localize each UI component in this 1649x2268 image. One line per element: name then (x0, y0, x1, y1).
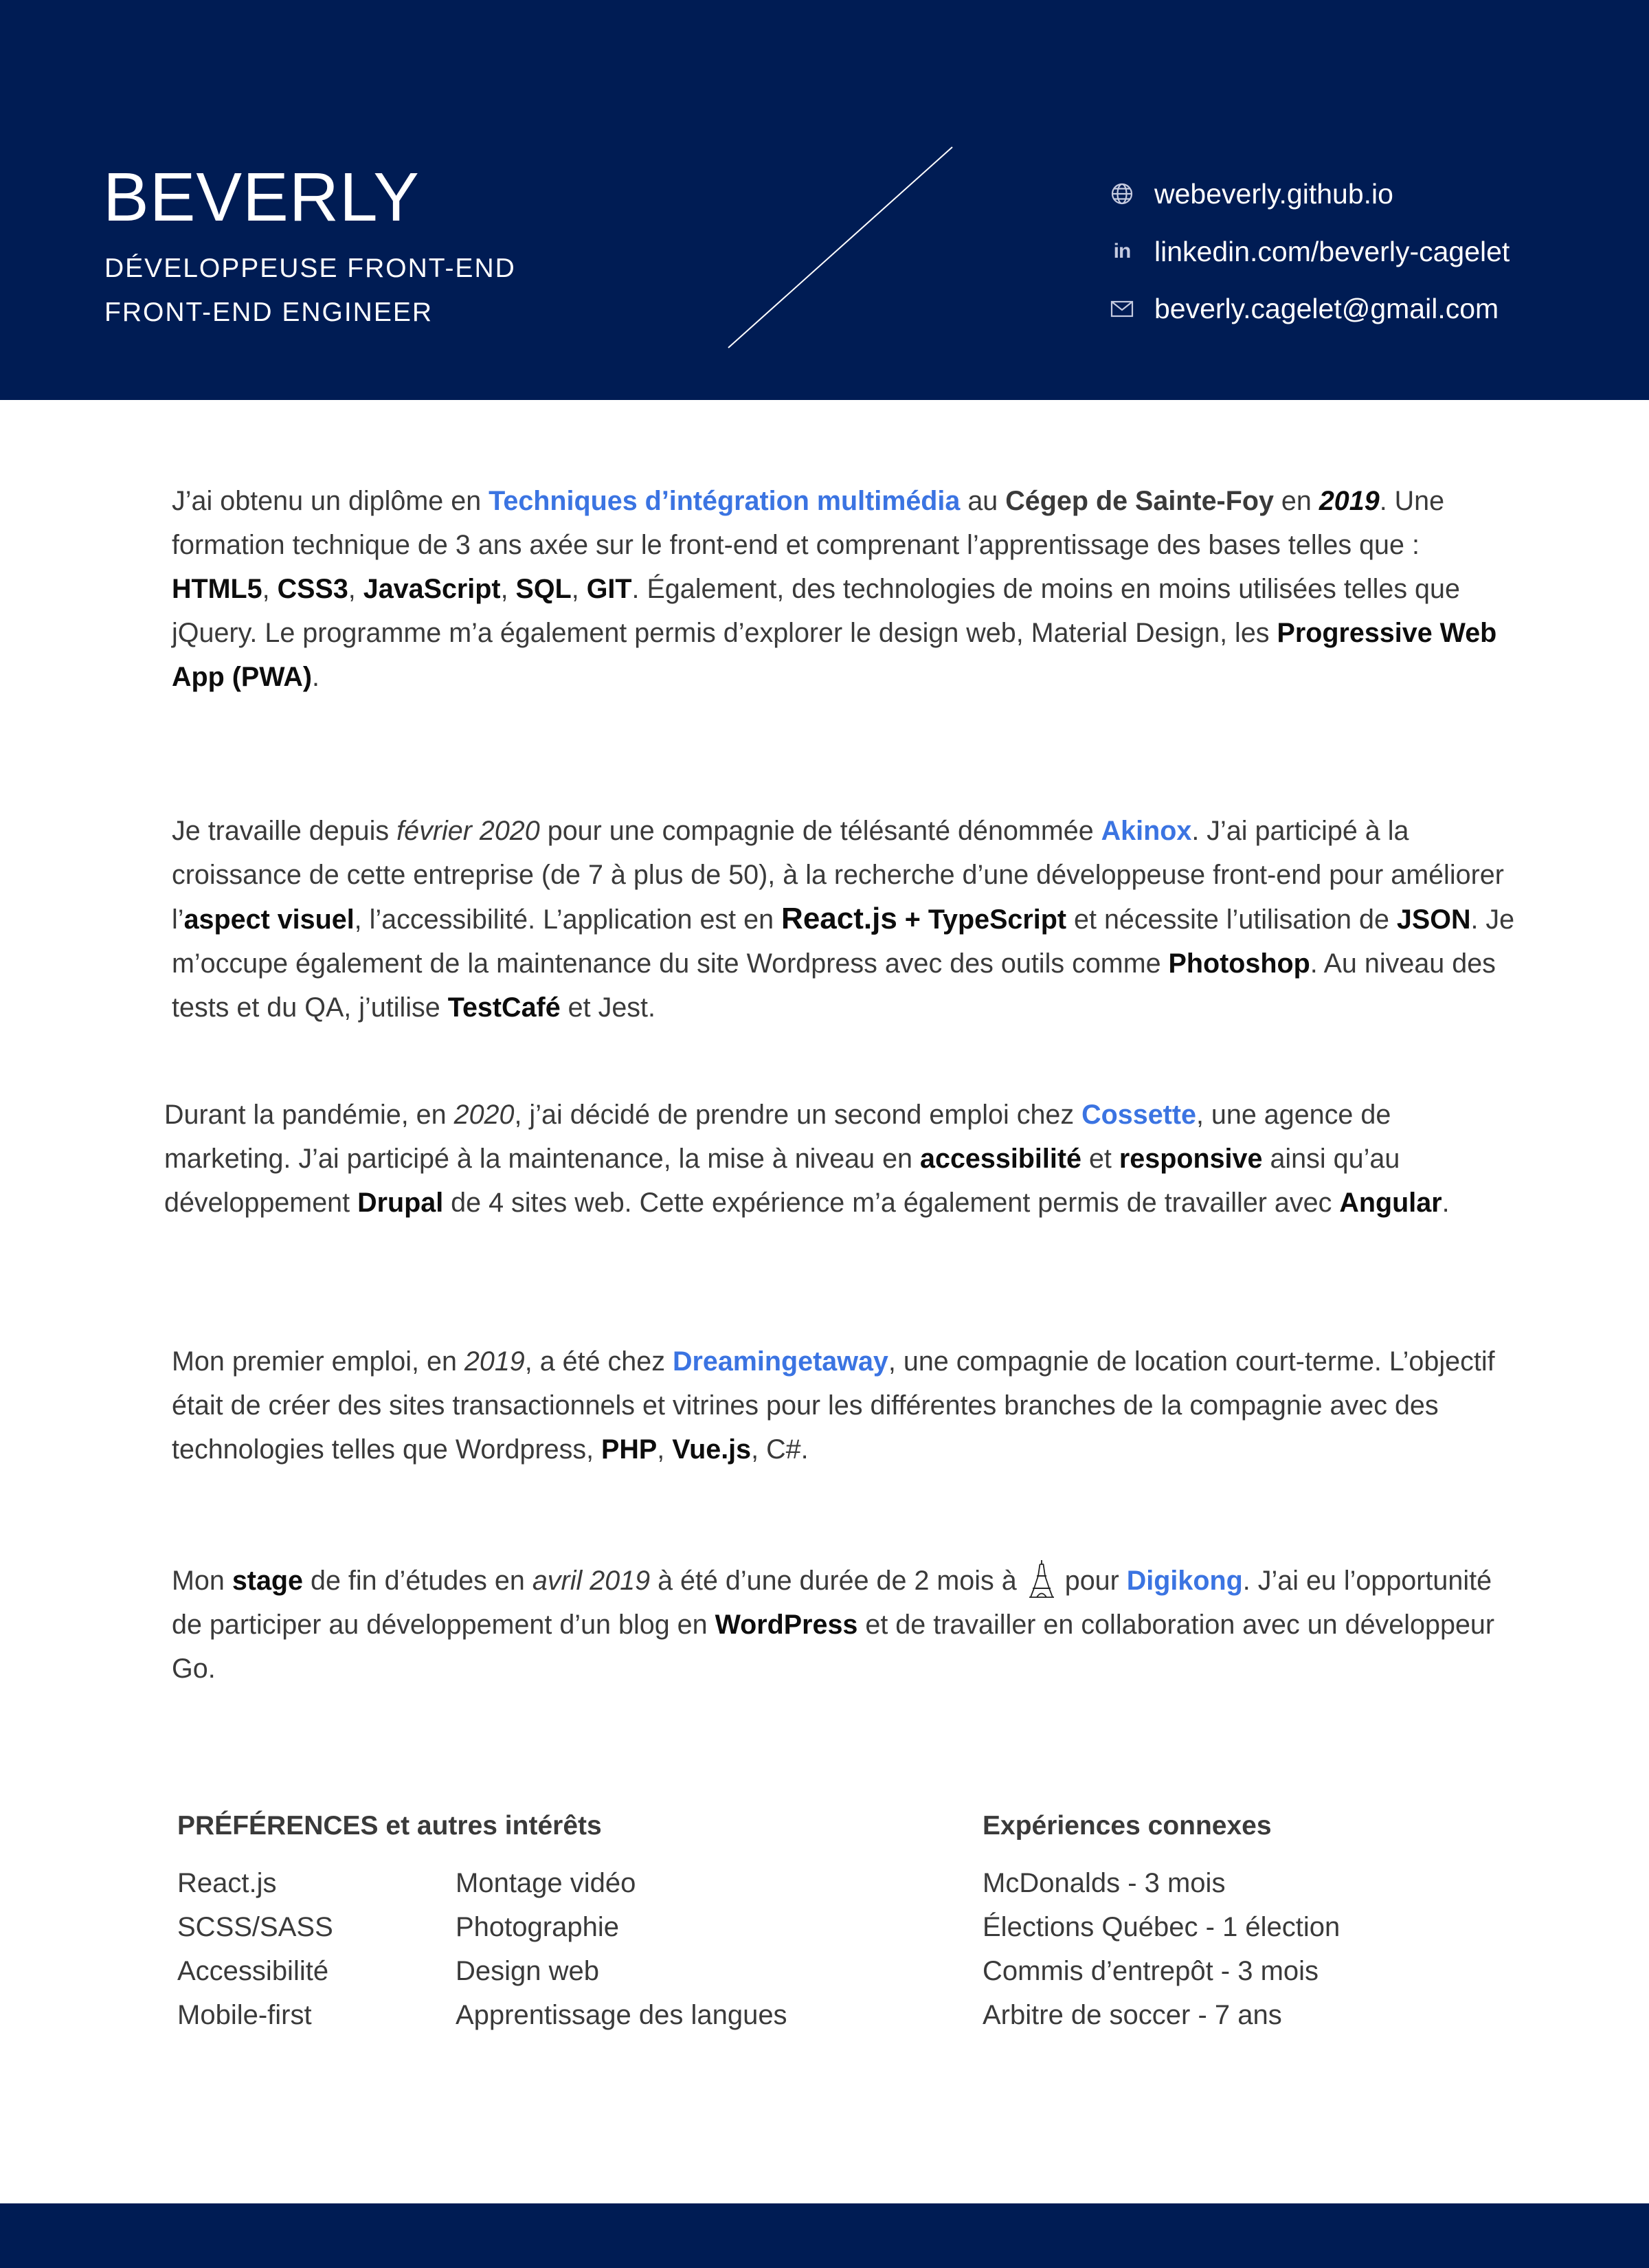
education-paragraph (172, 479, 1518, 699)
text: Durant la pandémie, en (164, 1100, 454, 1130)
text: . (312, 662, 320, 692)
text: , une compagnie de location court-terme. L’objectif était de créer des sites transactionnels et vitrines pour les différentes branches de la compagnie avec des technologies telles que Wordpress, (172, 1346, 1495, 1465)
preferences-heading-strong: PRÉFÉRENCES (177, 1811, 379, 1841)
text: , (657, 1434, 673, 1465)
list-item: Montage vidéo (456, 1868, 636, 1898)
text: . J’ai participé à la croissance de cette entreprise (de 7 à plus de 50), à la recherche d’une développeuse front-end pour améliorer l’ (172, 816, 1504, 935)
skill-sql: SQL (515, 574, 572, 604)
skill-drupal: Drupal (357, 1188, 444, 1218)
preferences-list-2 (456, 1861, 787, 2037)
email-link[interactable]: beverly.cagelet@gmail.com (1154, 292, 1499, 324)
text: pour (1064, 1566, 1127, 1596)
job-title-fr: DÉVELOPPEUSE FRONT-END (104, 254, 516, 283)
keyword-visual: aspect visuel (183, 904, 355, 935)
text: Je travaille depuis (172, 816, 397, 846)
text: pour une compagnie de télésanté dénommée (539, 816, 1101, 846)
text: , (500, 574, 516, 604)
text: . J’ai eu l’opportunité de participer au développement d’un blog en (172, 1566, 1492, 1640)
related-experience-heading: Expériences connexes (983, 1811, 1272, 1841)
list-item: Arbitre de soccer - 7 ans (983, 2000, 1282, 2030)
text: , j’ai décidé de prendre un second emploi chez (514, 1100, 1082, 1130)
text: au (960, 486, 1006, 516)
text: à été d’une durée de 2 mois à (650, 1566, 1017, 1596)
decorative-diagonal-line (727, 146, 954, 349)
cossette-paragraph (164, 1093, 1511, 1225)
website-link[interactable]: webeverly.github.io (1154, 177, 1393, 210)
text: . (1442, 1188, 1450, 1218)
skill-css3: CSS3 (277, 574, 348, 604)
linkedin-link[interactable]: linkedin.com/beverly-cagelet (1154, 235, 1510, 267)
text: Mon premier emploi, en (172, 1346, 464, 1377)
list-item: Élections Québec - 1 élection (983, 1912, 1340, 1942)
digikong-paragraph (172, 1559, 1518, 1691)
keyword-stage: stage (232, 1566, 304, 1596)
skill-json: JSON (1396, 904, 1471, 935)
list-item: McDonalds - 3 mois (983, 1868, 1226, 1898)
text: de 4 sites web. Cette expérience m’a également permis de travailler avec (443, 1188, 1340, 1218)
list-item: SCSS/SASS (177, 1912, 333, 1942)
list-item: Accessibilité (177, 1956, 329, 1986)
text: , C#. (751, 1434, 809, 1465)
skill-pwa: Progressive Web App (PWA) (172, 618, 1497, 692)
job-title-en: FRONT-END ENGINEER (104, 298, 434, 327)
text: . Également, des technologies de moins en moins utilisées telles que jQuery. Le programme m’a également permis d’explorer le design web, Material Design, les (172, 574, 1460, 648)
skill-typescript: + TypeScript (897, 904, 1067, 935)
text: ainsi qu’au développement (164, 1144, 1400, 1218)
envelope-icon (1109, 296, 1135, 322)
eiffel-tower-icon (1028, 1559, 1055, 1598)
list-item: Commis d’entrepôt - 3 mois (983, 1956, 1319, 1986)
preferences-heading-rest: et autres intérêts (378, 1811, 602, 1841)
text: , (262, 574, 278, 604)
text: de fin d’études en (303, 1566, 532, 1596)
text: , (571, 574, 587, 604)
text: et de travailler en collaboration avec un développeur Go. (172, 1610, 1495, 1684)
contact-website[interactable] (1109, 175, 1393, 213)
text: , une agence de marketing. J’ai participé à la maintenance, la mise à niveau en (164, 1100, 1391, 1174)
text: . Une formation technique de 3 ans axée sur le front-end et comprenant l’apprentissage des bases telles que : (172, 486, 1445, 560)
skill-wordpress: WordPress (715, 1610, 858, 1640)
text: en (1273, 486, 1319, 516)
linkedin-icon-text: in (1113, 240, 1131, 263)
skill-testcafe: TestCafé (447, 992, 561, 1023)
akinox-paragraph (172, 809, 1518, 1030)
linkedin-icon (1109, 238, 1135, 265)
company-akinox: Akinox (1101, 816, 1192, 846)
list-item: React.js (177, 1868, 277, 1898)
skill-photoshop: Photoshop (1168, 948, 1310, 979)
keyword-accessibility: accessibilité (920, 1144, 1081, 1174)
list-item: Design web (456, 1956, 600, 1986)
text: , (348, 574, 363, 604)
company-cossette: Cossette (1081, 1100, 1196, 1130)
list-item: Mobile-first (177, 2000, 312, 2030)
company-digikong: Digikong (1126, 1566, 1243, 1596)
year: 2020 (453, 1100, 515, 1130)
contact-email[interactable] (1109, 289, 1499, 328)
skill-vue: Vue.js (672, 1434, 752, 1465)
footer-bar (0, 2203, 1649, 2268)
text: J’ai obtenu un diplôme en (172, 486, 489, 516)
text: Mon (172, 1566, 232, 1596)
list-item: Apprentissage des langues (456, 2000, 787, 2030)
preferences-heading (177, 1807, 602, 1845)
text: . Au niveau des tests et du QA, j’utilise (172, 948, 1496, 1023)
school-name: Cégep de Sainte-Foy (1005, 486, 1274, 516)
name-title: BEVERLY (103, 159, 420, 236)
skill-git: GIT (586, 574, 632, 604)
skill-angular: Angular (1339, 1188, 1442, 1218)
text: et Jest. (560, 992, 655, 1023)
text: . Je m’occupe également de la maintenance du site Wordpress avec des outils comme (172, 904, 1515, 979)
dreamingetaway-paragraph (172, 1339, 1518, 1471)
start-date: février 2020 (396, 816, 540, 846)
text: , a été chez (524, 1346, 673, 1377)
skill-html5: HTML5 (172, 574, 262, 604)
header-banner (0, 0, 1649, 400)
text: et nécessite l’utilisation de (1066, 904, 1397, 935)
keyword-responsive: responsive (1119, 1144, 1263, 1174)
skill-javascript: JavaScript (363, 574, 501, 604)
preferences-list-1 (177, 1861, 333, 2037)
internship-date: avril 2019 (532, 1566, 651, 1596)
contact-linkedin[interactable] (1109, 232, 1510, 271)
list-item: Photographie (456, 1912, 619, 1942)
skill-react: React.js (781, 902, 897, 935)
text: et (1081, 1144, 1119, 1174)
graduation-year: 2019 (1319, 486, 1380, 516)
globe-icon (1109, 181, 1135, 207)
company-dreamingetaway: Dreamingetaway (672, 1346, 888, 1377)
text: , l’accessibilité. L’application est en (354, 904, 782, 935)
skill-php: PHP (601, 1434, 658, 1465)
year: 2019 (464, 1346, 525, 1377)
related-experience-list (983, 1861, 1340, 2037)
program-name: Techniques d’intégration multimédia (489, 486, 961, 516)
